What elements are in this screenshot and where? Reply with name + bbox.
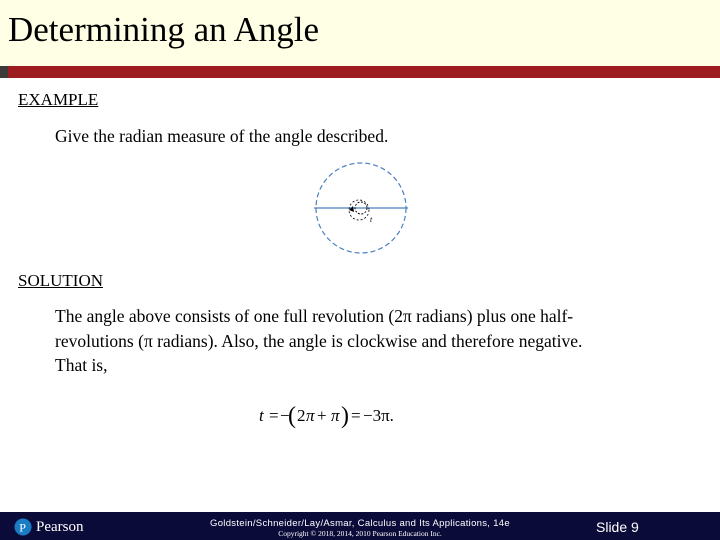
angle-figure	[306, 160, 416, 260]
arrow-head-icon	[349, 206, 354, 212]
equation-equals-2: =	[351, 406, 361, 425]
footer-copyright: Copyright © 2018, 2014, 2010 Pearson Education Inc.	[278, 529, 442, 538]
solution-line-2: revolutions (π radians). Also, the angle is clockwise and therefore negative.	[55, 331, 583, 351]
example-heading: EXAMPLE	[18, 90, 99, 109]
equation-result: −3π.	[363, 406, 394, 425]
pearson-logo	[14, 516, 84, 538]
title-rule	[0, 66, 720, 78]
title-rule-left-segment	[0, 66, 8, 78]
example-prompt: Give the radian measure of the angle described.	[55, 126, 389, 146]
pearson-logo-icon	[14, 518, 32, 536]
equation-open-paren: (	[288, 403, 296, 429]
equation-pi-1: π	[306, 406, 315, 425]
solution-heading: SOLUTION	[18, 271, 103, 290]
solution-line-1: The angle above consists of one full revolution (2π radians) plus one half-	[55, 306, 574, 326]
footer-citation-block	[180, 518, 540, 539]
angle-label: t	[370, 215, 373, 224]
equation-equals: =	[269, 406, 279, 425]
equation-close-paren: )	[341, 403, 349, 429]
equation-minus: −	[280, 406, 290, 425]
equation	[255, 396, 415, 436]
equation-plus: +	[317, 406, 327, 425]
slide-number: Slide 9	[596, 519, 639, 535]
equation-two: 2	[297, 406, 306, 425]
solution-line-3: That is,	[55, 355, 108, 375]
pearson-logo-label: Pearson	[36, 518, 84, 535]
equation-pi-2: π	[331, 406, 340, 425]
slide-title: Determining an Angle	[8, 10, 320, 49]
footer-citation: Goldstein/Schneider/Lay/Asmar, Calculus and Its Applications, 14e	[210, 518, 510, 529]
svg-text:P: P	[19, 520, 26, 535]
equation-lhs: t	[259, 406, 264, 425]
